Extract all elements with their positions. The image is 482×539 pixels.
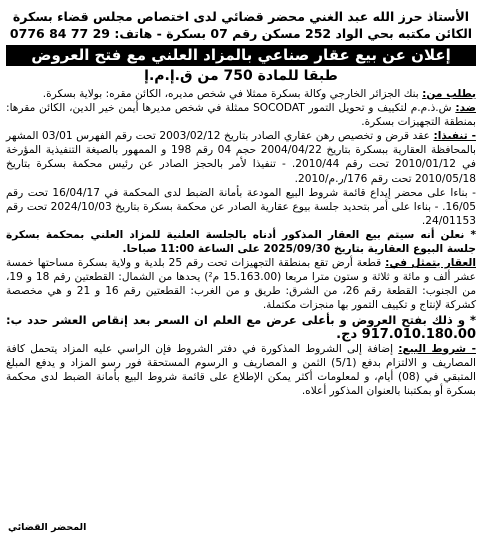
offer-paragraph	[6, 313, 476, 342]
execution-text: عقد قرض و تخصيص رهن عقاري الصادر بتاريخ 2003/02/12 تحت رقم الفهرس 03/01 المشهر بالمحافظة العقارية ببسكرة بتاريخ 2004/04/22 حجم 04 رقم 198 و الممهور بالصيغة التنفيذية المؤرخة في 2010/01/12 تحت رقم 2010/44. - تنفيذا لأمر بالحجز الصادر عن رئيس محكمة بسكرة بتاريخ 2010/05/18 تحت رقم 176/ر.م/2010.	[6, 130, 477, 185]
against-text: ش.ذ.م.م لتكييف و تحويل التمور SOCODAT ممثلة في شخص مديرها أيمن خير الدين، الكائن مقرها: بمنطقة التجهيزات بسكرة.	[6, 102, 476, 129]
claimant-paragraph	[6, 87, 476, 101]
notice-header	[6, 8, 476, 42]
execution-paragraph-2: - بناءا على محضر إيداع قائمة شروط البيع المودعة بأمانة الضبط لدى المحكمة في 16/04/17 تحت رقم 16/05. - بناءا على أمر بتحديد جلسة بيوع عقارية الصادر عن محكمة بسكرة بتاريخ 2024/10/03 تحت رقم 24/01153.	[6, 186, 477, 227]
claimant-text: بنك الجزائر الخارجي وكالة بسكرة ممثلا في شخص مديره، الكائن مقره: بولاية بسكرة.	[42, 88, 419, 100]
bailiff-name-line: الأستاذ حرز الله عبد الغني محضر قضائي لدى اختصاص مجلس قضاء بسكرة	[12, 9, 470, 24]
against-label: ضد:	[455, 102, 476, 115]
offer-text: * و ذلك بفتح العروض و بأعلى عرض مع العلم ان السعر بعد إنقاص العشر حدد ب:	[6, 312, 476, 327]
offer-price: 917.010.180.00 دج.	[336, 326, 476, 342]
notice-subtitle: طبقا للمادة 750 من ق.إ.م.إ	[144, 68, 338, 84]
against-paragraph	[6, 101, 476, 129]
property-paragraph	[6, 256, 476, 312]
bailiff-address-line: الكائن مكتبه بحي الواد 252 مسكن رقم 07 بسكرة - هاتف: 29 77 84 0776	[9, 26, 473, 41]
conditions-text: إضافة إلى الشروط المذكورة في دفتر الشروط فإن الراسي عليه المزاد يتحمل كافة المصاريف و الالتزام بدفع (5/1) الثمن و المصاريف و الرسوم المستحقة فور رسو المزاد و يدفع المبلغ المتبقي في (08) أيام، و لمعلومات أكثر يمكن الإطلاع على قائمة شروط البيع بأمانة الضبط لدى محكمة بسكرة أو بمكتبنا بالعنوان المذكور أعلاه.	[6, 342, 477, 397]
claimant-label: بطلب من:	[422, 88, 476, 100]
execution-paragraph	[6, 129, 476, 185]
conditions-label: - شروط البيع:	[398, 342, 476, 355]
conditions-paragraph	[6, 342, 476, 398]
notice-title: إعلان عن بيع عقار صناعي بالمزاد العلني مع فتح العروض	[6, 45, 476, 66]
sale-announcement: * نعلن أنه سيتم بيع العقار المذكور أدناه بالجلسة العلنية للمزاد العلني بمحكمة بسكرة جلسة البيوع العقارية بتاريخ 2025/09/30 على الساعة 11:00 صباحا.	[6, 228, 476, 256]
property-text: قطعة أرض تقع بمنطقة التجهيزات تحت رقم 25 بلدية و ولاية بسكرة مساحتها خمسة عشر ألف و مائة و ثلاثة و ستون مترا مربعا (15.163.00 م²) يحدها من الشمال: القطعتين رقم 18 و 19، من الجنوب: القطعة رقم 26، من الشرق: طريق و من الغرب: القطعتين رقم 16 و 21 و هي مخصصة كشركة لإنتاج و تكييف التمور بها منجزات مكتملة.	[6, 257, 477, 312]
bailiff-signature: المحضر القضائي	[8, 522, 87, 533]
execution-label: - تنفيذا:	[433, 130, 476, 143]
notice-body	[6, 87, 476, 398]
property-label: العقار يتمثل في:	[385, 257, 476, 270]
